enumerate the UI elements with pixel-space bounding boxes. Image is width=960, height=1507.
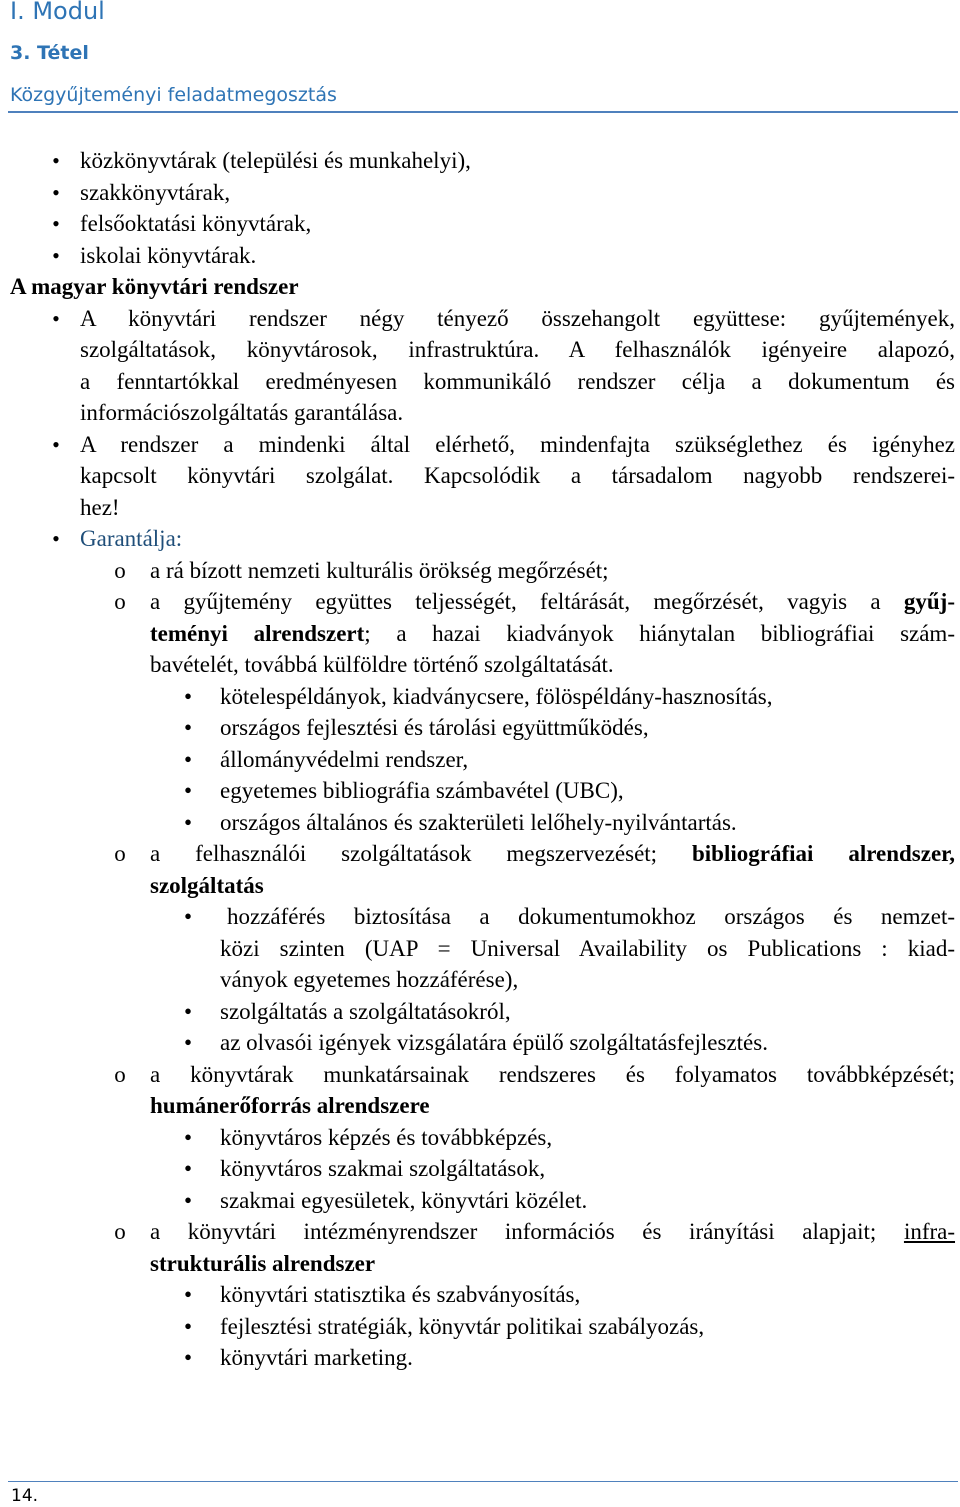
bullet-icon: • — [183, 1282, 193, 1307]
section-heading: A magyar könyvtári rendszer — [10, 274, 299, 299]
page-number: 14. — [11, 1486, 39, 1506]
bullet-icon: • — [52, 211, 60, 236]
bullet-icon: • — [52, 305, 60, 331]
sub-sub-item: • könyvtári statisztika és szabványosítás, — [0, 1279, 960, 1311]
bullet-icon: • — [52, 148, 60, 173]
sub-sub-item: • az olvasói igények vizsgálatára épülő szolgáltatásfejlesztés. — [0, 1027, 960, 1059]
bullet-icon: • — [183, 1030, 193, 1055]
sub-sub-item: • állományvédelmi rendszer, — [0, 744, 960, 776]
bullet-icon: • — [183, 1345, 193, 1370]
sub-item: o a könyvtári intézményrendszer információs és irányítási alapjait; infra- strukturális alrendszer — [0, 1216, 960, 1279]
sub-sub-item: • könyvtári marketing. — [0, 1342, 960, 1374]
bullet-icon: • — [52, 179, 60, 205]
bullet-icon: • — [183, 1313, 193, 1339]
bullet-icon: • — [183, 1187, 193, 1213]
bullet-icon: • — [183, 778, 193, 803]
bullet-icon: • — [183, 1124, 193, 1150]
sub-sub-item: • fejlesztési stratégiák, könyvtár politikai szabályozás, — [0, 1311, 960, 1343]
bullet-icon: • — [52, 526, 60, 551]
circle-bullet-icon: o — [114, 1061, 126, 1087]
list-item: • közkönyvtárak (települési és munkahelyi), — [0, 145, 960, 177]
list-item: • szakkönyvtárak, — [0, 177, 960, 209]
sub-sub-item: • országos fejlesztési és tárolási együttműködés, — [0, 712, 960, 744]
bullet-icon: • — [52, 431, 60, 457]
bullet-icon: • — [183, 809, 193, 835]
sub-sub-item: • könyvtáros szakmai szolgáltatások, — [0, 1153, 960, 1185]
bullet-icon: • — [183, 715, 193, 740]
page-body — [0, 145, 960, 1374]
bullet-icon: • — [183, 683, 193, 709]
circle-bullet-icon: o — [114, 1219, 126, 1244]
sub-sub-item: • szolgáltatás a szolgáltatásokról, — [0, 996, 960, 1028]
tetel-title: 3. Tétel — [10, 42, 89, 64]
sub-item: o a könyvtárak munkatársainak rendszeres és folyamatos továbbképzését; humánerőforrás alrendszere — [0, 1059, 960, 1122]
bullet-icon: • — [183, 904, 193, 929]
circle-bullet-icon: o — [114, 589, 126, 614]
paragraph-item: • A könyvtári rendszer négy tényező összehangolt együttese: gyűjtemények, szolgáltatások, könyvtárosok, infrastruktúra. A felhasználók igényeire alapozó, a fenntartókkal eredményesen kommunikáló rendszer célja a dokumentum és információszolgáltatás garantálása. — [0, 303, 960, 429]
sub-sub-item: • országos általános és szakterületi lelőhely-nyilvántartás. — [0, 807, 960, 839]
sub-sub-item: • könyvtáros képzés és továbbképzés, — [0, 1122, 960, 1154]
list-item: • iskolai könyvtárak. — [0, 240, 960, 272]
bullet-icon: • — [183, 998, 193, 1024]
sub-sub-item: • egyetemes bibliográfia számbavétel (UBC), — [0, 775, 960, 807]
header-rule — [8, 111, 958, 113]
bullet-icon: • — [52, 242, 60, 268]
circle-bullet-icon: o — [114, 841, 126, 866]
module-title: I. Modul — [10, 0, 105, 25]
subtitle: Közgyűjteményi feladatmegosztás — [10, 84, 337, 106]
bullet-icon: • — [183, 1156, 193, 1181]
sub-sub-item: • szakmai egyesületek, könyvtári közélet. — [0, 1185, 960, 1217]
bullet-icon: • — [183, 746, 193, 772]
garantalja-item — [0, 523, 960, 555]
sub-sub-item: • kötelespéldányok, kiadványcsere, fölöspéldány-hasznosítás, — [0, 681, 960, 713]
garantalja-label: Garantálja: — [80, 526, 183, 551]
footer-rule — [8, 1481, 958, 1482]
circle-bullet-icon: o — [114, 557, 126, 583]
list-item: • felsőoktatási könyvtárak, — [0, 208, 960, 240]
sub-item: o a gyűjtemény együttes teljességét, feltárását, megőrzését, vagyis a gyűj- teményi alrendszert; a hazai kiadványok hiánytalan bibliográfiai szám- bavételét, továbbá külföldre történő szolgáltatását. — [0, 586, 960, 681]
sub-sub-item: • hozzáférés biztosítása a dokumentumokhoz országos és nemzet- közi szinten (UAP = Universal Availability os Publications : kiad- ványok egyetemes hozzáférése), — [0, 901, 960, 996]
paragraph-item: • A rendszer a mindenki által elérhető, mindenfajta szükséglethez és igényhez kapcsolt könyvtári szolgálat. Kapcsolódik a társadalom nagyobb rendszerei- hez! — [0, 429, 960, 524]
sub-item: o a rá bízott nemzeti kulturális örökség megőrzését; — [0, 555, 960, 587]
sub-item: o a felhasználói szolgáltatások megszervezését; bibliográfiai alrendszer, szolgáltatás — [0, 838, 960, 901]
